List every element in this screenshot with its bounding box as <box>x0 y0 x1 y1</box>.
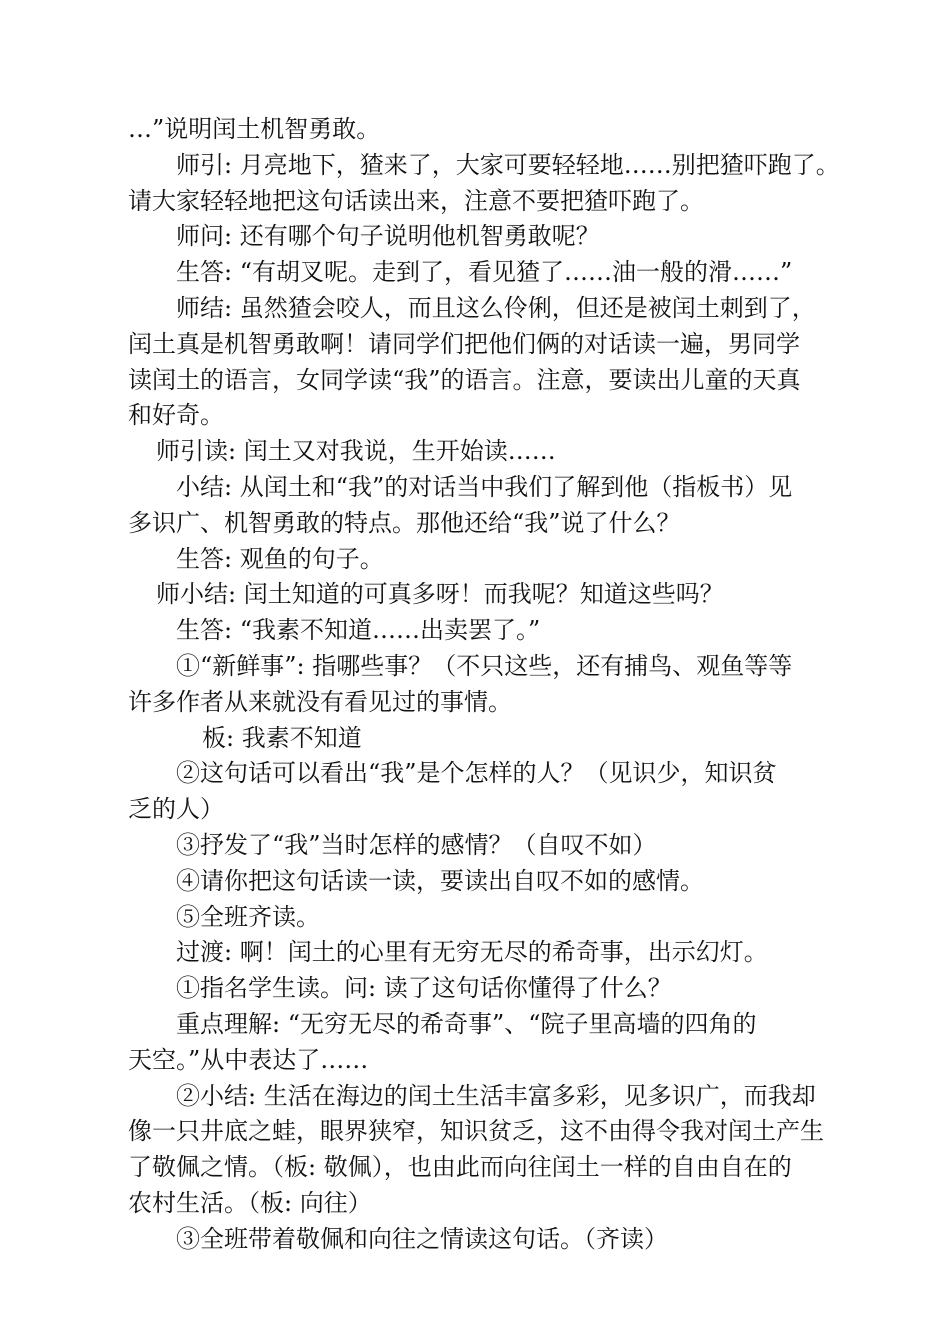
paragraph-line: 板: 我素不知道 <box>202 723 362 752</box>
paragraph-line: 了敬佩之情。（板: 敬佩），也由此而向往闰土一样的自由自在的 <box>128 1153 792 1182</box>
paragraph-line: 和好奇。 <box>128 401 224 430</box>
paragraph-line: ①指名学生读。问: 读了这句话你懂得了什么？ <box>176 974 672 1003</box>
paragraph-line: 许多作者从来就没有看见过的事情。 <box>128 687 512 716</box>
paragraph-line: 重点理解: “无穷无尽的希奇事”、“院子里高墙的四角的 <box>176 1009 757 1038</box>
paragraph-line: ②这句话可以看出“我”是个怎样的人？（见识少，知识贫 <box>176 759 777 788</box>
paragraph-line: 师小结: 闰土知道的可真多呀！而我呢？知道这些吗？ <box>156 580 724 609</box>
paragraph-line: 师问: 还有哪个句子说明他机智勇敢呢？ <box>176 222 600 251</box>
paragraph-line: ⑤全班齐读。 <box>176 902 320 931</box>
paragraph-line: 生答: “有胡叉呢。走到了，看见猹了……油一般的滑……” <box>176 258 793 287</box>
paragraph-line: 师结: 虽然猹会咬人，而且这么伶俐，但还是被闰土刺到了， <box>176 293 816 322</box>
paragraph-line: ②小结: 生活在海边的闰土生活丰富多彩，见多识广，而我却 <box>176 1081 816 1110</box>
paragraph-line: 像一只井底之蛙，眼界狭窄，知识贫乏，这不由得令我对闰土产生 <box>128 1117 824 1146</box>
document-body <box>128 112 844 1258</box>
paragraph-line: 农村生活。（板: 向往） <box>128 1188 372 1217</box>
paragraph-line: ①“新鲜事”: 指哪些事？（不只这些，还有捕鸟、观鱼等等 <box>176 651 793 680</box>
paragraph-line: 生答: 观鱼的句子。 <box>176 544 384 573</box>
paragraph-line: 师引读: 闰土又对我说，生开始读…… <box>156 437 556 466</box>
paragraph-line: 读闰土的语言，女同学读“我”的语言。注意，要读出儿童的天真 <box>128 365 801 394</box>
paragraph-line: 师引: 月亮地下，猹来了，大家可要轻轻地……别把猹吓跑了。 <box>176 150 840 179</box>
paragraph-line: 生答: “我素不知道……出卖罢了。” <box>176 616 541 645</box>
paragraph-line: 多识广、机智勇敢的特点。那他还给“我”说了什么？ <box>128 508 681 537</box>
paragraph-line: 天空。”从中表达了…… <box>128 1045 369 1074</box>
paragraph-line: ④请你把这句话读一读，要读出自叹不如的感情。 <box>176 866 704 895</box>
paragraph-line: 闰土真是机智勇敢啊！请同学们把他们俩的对话读一遍，男同学 <box>128 329 800 358</box>
paragraph-line: …”说明闰土机智勇敢。 <box>128 115 381 143</box>
paragraph-line: 过渡: 啊！闰土的心里有无穷无尽的希奇事，出示幻灯。 <box>176 938 768 967</box>
paragraph-line: 乏的人） <box>128 795 224 824</box>
paragraph-line: ③全班带着敬佩和向往之情读这句话。（齐读） <box>176 1224 668 1253</box>
paragraph-line: 小结: 从闰土和“我”的对话当中我们了解到他（指板书）见 <box>176 472 793 501</box>
paragraph-line: 请大家轻轻地把这句话读出来，注意不要把猹吓跑了。 <box>128 186 704 215</box>
paragraph-line: ③抒发了“我”当时怎样的感情？（自叹不如） <box>176 830 657 859</box>
